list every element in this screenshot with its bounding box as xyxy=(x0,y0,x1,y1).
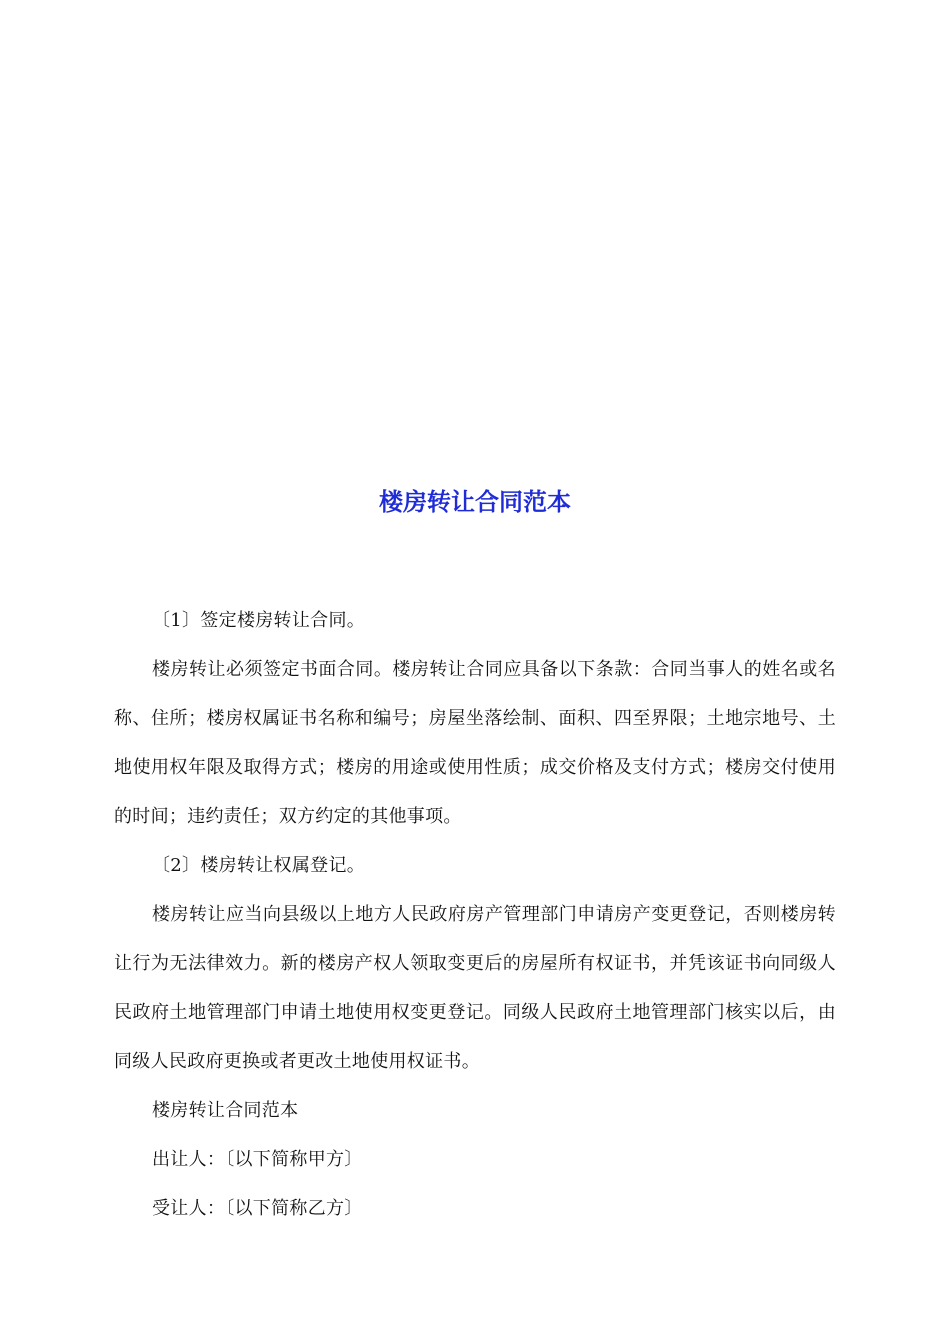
document-title: 楼房转让合同范本 xyxy=(379,488,571,516)
body-paragraph-contract-terms: 楼房转让必须签定书面合同。楼房转让合同应具备以下条款：合同当事人的姓名或名称、住所；楼房权属证书名称和编号；房屋坐落绘制、面积、四至界限；土地宗地号、土地使用权年限及取得方式；楼房的用途或使用性质；成交价格及支付方式；楼房交付使用的时间；违约责任；双方约定的其他事项。 xyxy=(114,659,836,827)
document-body xyxy=(114,596,836,1233)
contract-sample-heading: 楼房转让合同范本 xyxy=(152,1100,299,1121)
transferor-line: 出让人：〔以下简称甲方〕 xyxy=(152,1149,363,1170)
transferee-line: 受让人：〔以下简称乙方〕 xyxy=(152,1198,363,1219)
section-heading-2: 〔2〕楼房转让权属登记。 xyxy=(152,855,366,876)
section-heading-1: 〔1〕签定楼房转让合同。 xyxy=(152,610,366,631)
body-paragraph-registration: 楼房转让应当向县级以上地方人民政府房产管理部门申请房产变更登记，否则楼房转让行为无法律效力。新的楼房产权人领取变更后的房屋所有权证书，并凭该证书向同级人民政府土地管理部门申请土地使用权变更登记。同级人民政府土地管理部门核实以后，由同级人民政府更换或者更改土地使用权证书。 xyxy=(114,904,836,1072)
